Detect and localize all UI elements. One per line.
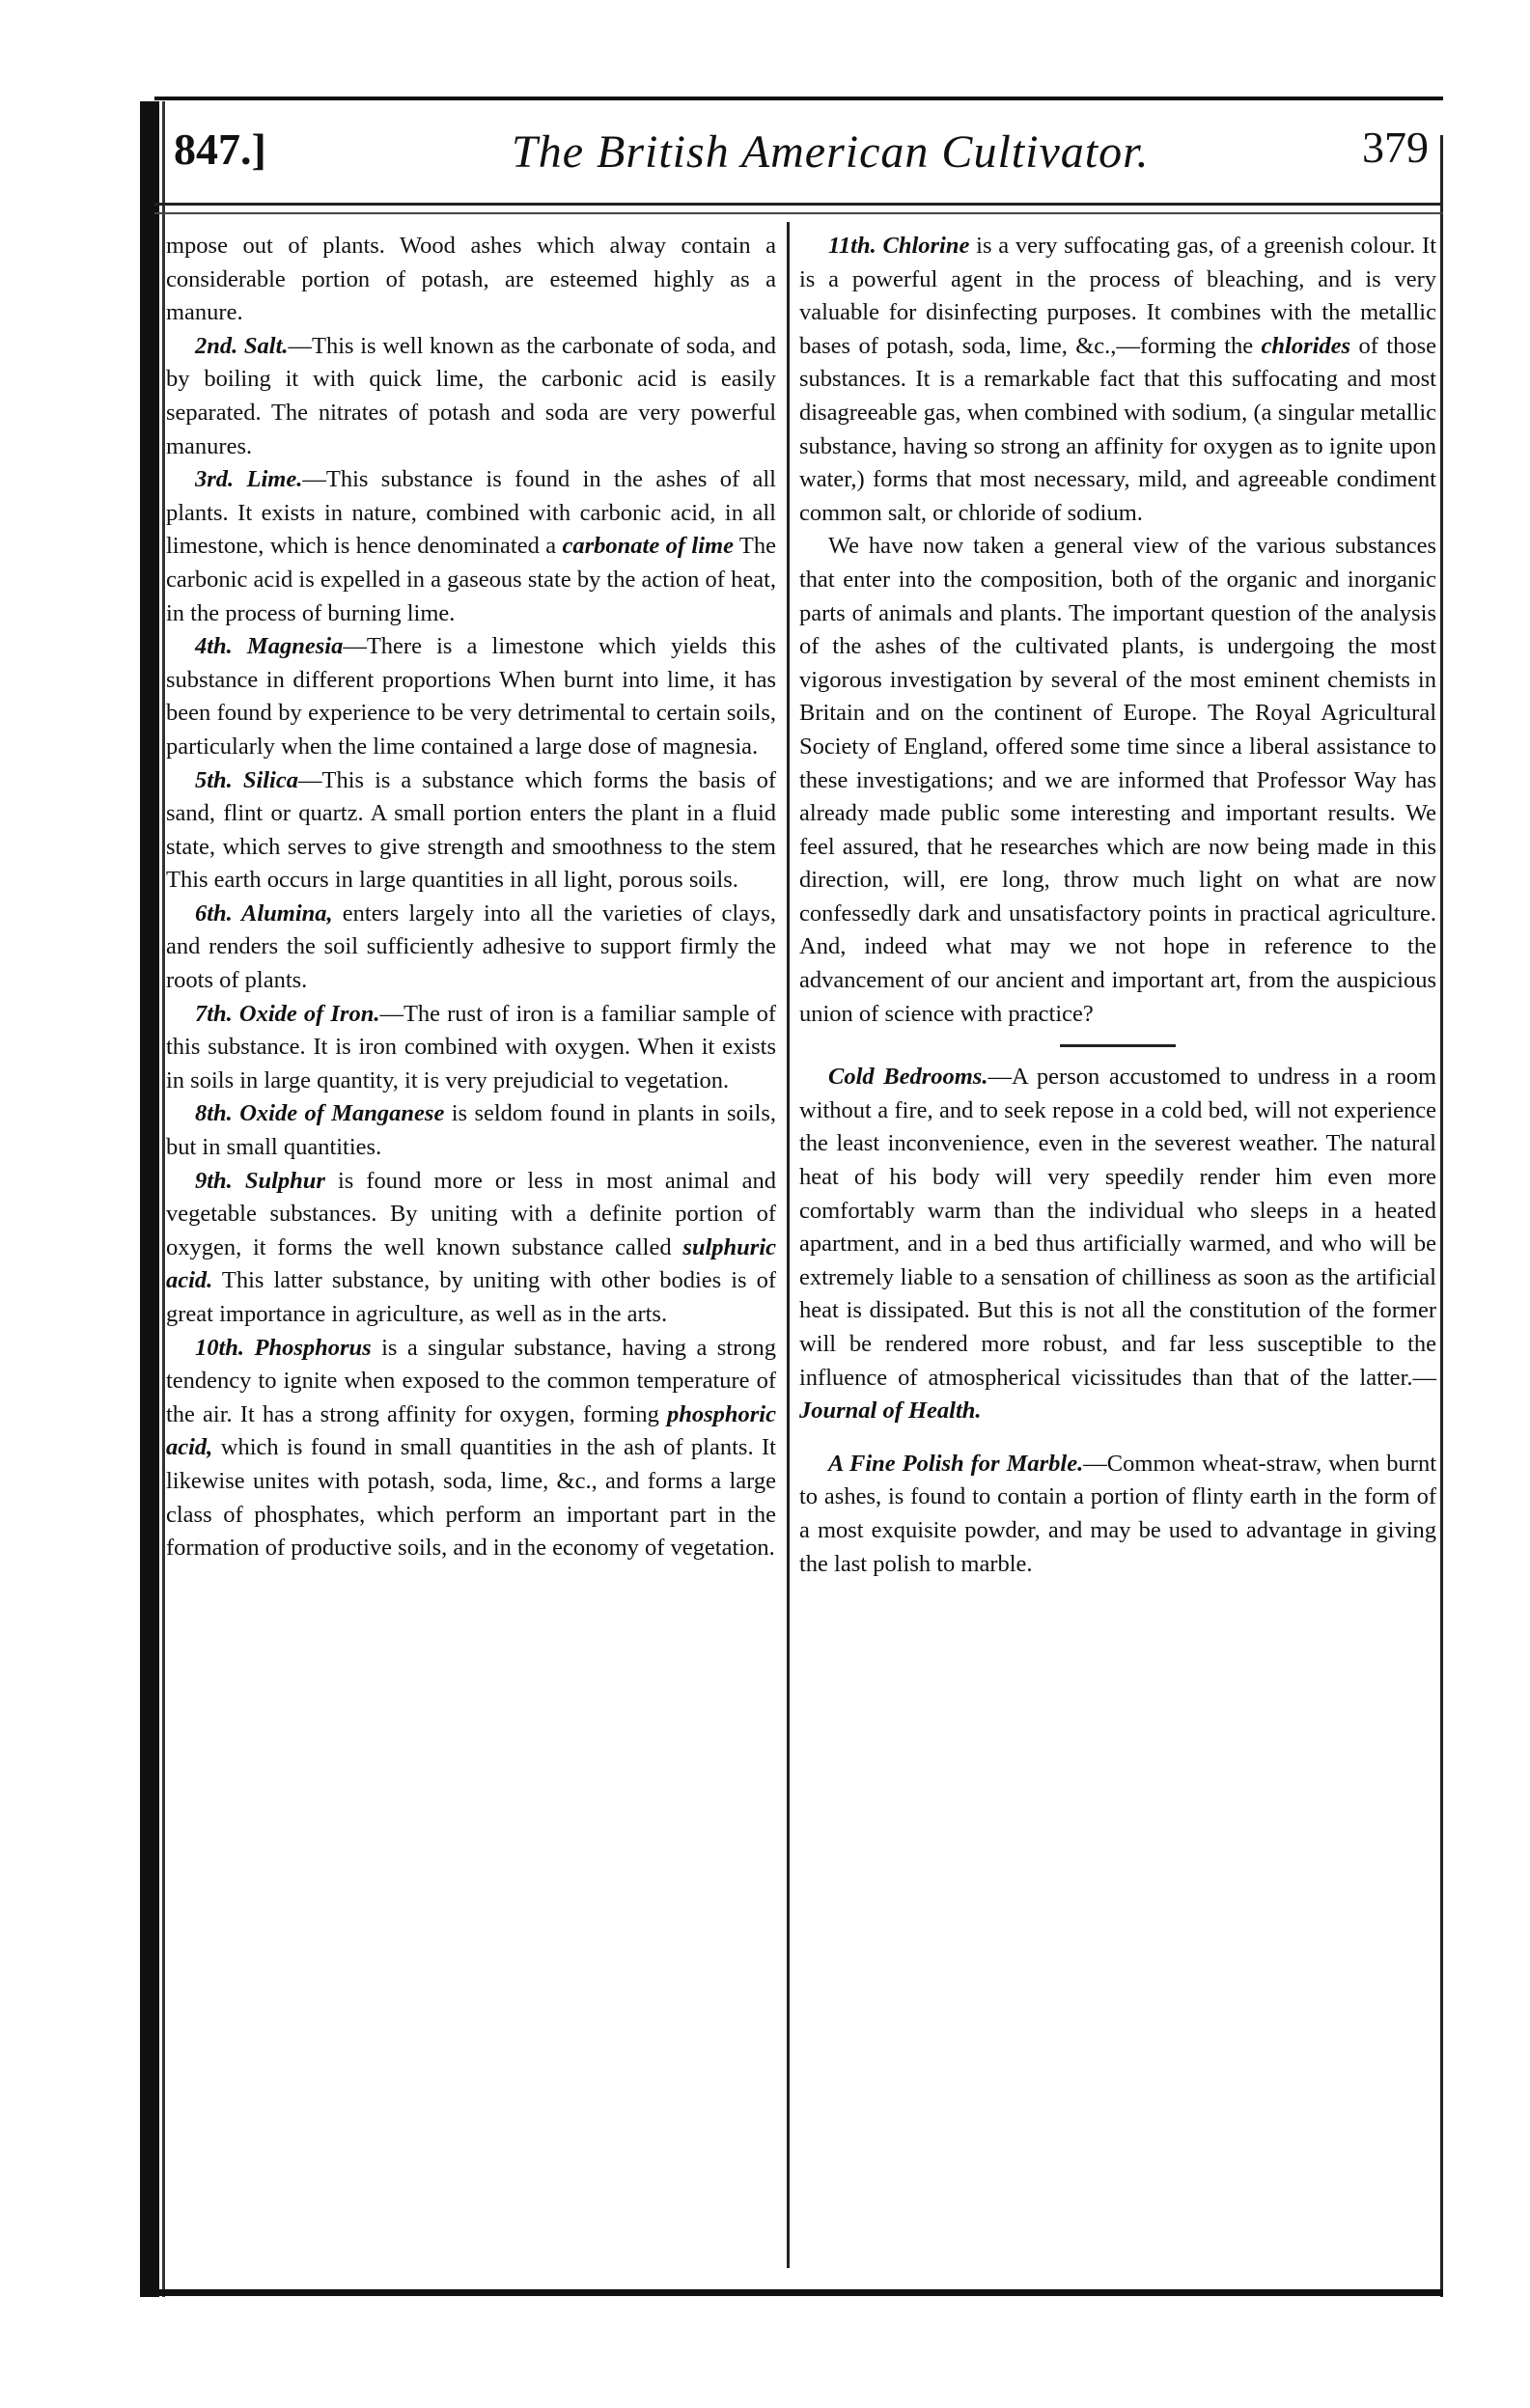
- paragraph-text: —This is a substance which forms the basis of sand, flint or quartz. A small portion enters the plant in a fluid state, which serves to give strength and smoothness to the stem This earth occurs in large quantities in all light, porous soils.: [166, 766, 776, 894]
- spacer: [799, 1428, 1436, 1448]
- paragraph-heading: 11th. Chlorine: [828, 233, 970, 259]
- paragraph-text: is a singular substance, having a strong tendency to ignite when exposed to the common temperature of the air. It has a strong affinity for oxygen, forming: [166, 1334, 776, 1427]
- paragraph: [799, 230, 1436, 530]
- right-column: [799, 230, 1436, 1581]
- paragraph: [166, 1332, 776, 1565]
- paragraph-text: mpose out of plants. Wood ashes which alway contain a considerable portion of potash, are esteemed highly as a manure.: [166, 233, 776, 326]
- paragraph-text: We have now taken a general view of the various substances that enter into the composition, both of the organic and inorganic parts of animals and plants. The important question of the analysis of the ashes of the cultivated plants, is undergoing the most vigorous investigation by several of the most eminent chemists in Britain and on the continent of Europe. The Royal Agricultural Society of England, offered some time since a liberal assistance to these investigations; and we are informed that Professor Way has already made public some interesting and important results. We feel assured, that he researches which are now being made in this direction, will, ere long, throw much light on what are now confessedly dark and unsatisfactory points in practical agriculture. And, indeed what may we not hope in reference to the advancement of our ancient and important art, from the auspicious union of science with practice?: [799, 533, 1436, 1027]
- italic-term: carbonate of lime: [562, 533, 734, 560]
- left-border-rule: [140, 101, 159, 2297]
- paragraph: [166, 230, 776, 330]
- paragraph-heading: 3rd. Lime.: [195, 466, 303, 493]
- paragraph-text: —The rust of iron is a familiar sample of this substance. It is iron combined with oxygen. When it exists in soils in large quantity, it is very prejudicial to vegetation.: [166, 1000, 776, 1093]
- paragraph-heading: 5th. Silica: [195, 766, 298, 793]
- paragraph-text: —This substance is found in the ashes of all plants. It exists in nature, combined with carbonic acid, in all limestone, which is hence denominated a: [166, 466, 776, 560]
- paragraph-heading: 7th. Oxide of Iron.: [195, 1000, 380, 1027]
- paragraph-heading: 2nd. Salt.: [195, 332, 289, 359]
- paragraph-text: —There is a limestone which yields this substance in different proportions When burnt into lime, it has been found by experience to be very detrimental to certain soils, particularly when the lime contained a large dose of magnesia.: [166, 633, 776, 760]
- paragraph-text: is a very suffocating gas, of a greenish colour. It is a powerful agent in the process of bleaching, and is very valuable for disinfecting purposes. It combines with the metallic bases of potash, soda, lime, &c.,—forming the: [799, 233, 1437, 359]
- paragraph: [166, 330, 776, 463]
- paragraph: [799, 1061, 1436, 1428]
- paragraph-heading: 8th. Oxide of Manganese: [195, 1100, 445, 1127]
- paragraph-text: is seldom found in plants in soils, but in small quantities.: [166, 1100, 776, 1161]
- paragraph-text: of those substances. It is a remarkable fact that this suffocating and most disagreeable gas, when combined with sodium, (a singular metallic substance, having so strong an affinity for oxygen as to ignite upon water,) forms that most necessary, mild, and agreeable condiment common salt, or chloride of sodium.: [799, 332, 1436, 526]
- paragraph: [166, 630, 776, 763]
- header-underline-rule: [154, 203, 1443, 206]
- paragraph-text: —Common wheat-straw, when burnt to ashes, is found to contain a portion of flinty earth in the form of a most exquisite powder, and may be used to advantage in giving the last polish to marble.: [799, 1450, 1437, 1577]
- paragraph-text: is found more or less in most animal and vegetable substances. By uniting with a definite portion of oxygen, it forms the well known substance called: [166, 1167, 776, 1260]
- italic-term: sulphuric acid.: [166, 1233, 776, 1294]
- page-header: [164, 116, 1438, 188]
- paragraph-heading: 9th. Sulphur: [195, 1167, 325, 1194]
- paragraph: [166, 764, 776, 898]
- header-underline-rule-2: [154, 212, 1443, 214]
- right-border-rule: [1440, 135, 1443, 2297]
- bottom-border-rule: [154, 2289, 1443, 2296]
- paragraph-text: enters largely into all the varieties of clays, and renders the soil sufficiently adhesive to support firmly the roots of plants.: [166, 900, 776, 994]
- paragraph-text: —This is well known as the carbonate of soda, and by boiling it with quick lime, the carbonic acid is easily separated. The nitrates of potash and soda are very powerful manures.: [166, 332, 776, 459]
- paragraph: [166, 463, 776, 630]
- paragraph: [166, 998, 776, 1098]
- paragraph-text: —A person accustomed to undress in a room without a fire, and to seek repose in a cold bed, will not experience the least inconvenience, even in the severest weather. The natural heat of his body will very speedily render him even more comfortably warm than the individual who sleeps in a heated apartment, and in a bed thus artificially warmed, and who will be extremely liable to a sensation of chilliness as soon as the artificial heat is dissipated. But this is not all the constitution of the former will be rendered more robust, and far less susceptible to the influence of atmospherical vicissitudes than that of the latter.—: [799, 1064, 1436, 1391]
- paragraph-heading: A Fine Polish for Marble.: [828, 1450, 1084, 1477]
- paragraph: [166, 898, 776, 998]
- page-number: 379: [1362, 123, 1429, 172]
- paragraph-heading: 10th. Phosphorus: [195, 1334, 372, 1361]
- paragraph-heading: 6th. Alumina,: [195, 900, 333, 927]
- paragraph: [166, 1097, 776, 1164]
- paragraph-heading: Cold Bedrooms.: [828, 1064, 988, 1091]
- publication-title: The British American Cultivator.: [512, 126, 1150, 178]
- top-border-rule: [154, 97, 1443, 100]
- paragraph: [799, 530, 1436, 1031]
- source-citation: Journal of Health.: [799, 1398, 982, 1425]
- paragraph: [166, 1165, 776, 1332]
- paragraph-text: This latter substance, by uniting with other bodies is of great importance in agriculture, as well as in the arts.: [166, 1267, 776, 1327]
- paragraph: [799, 1448, 1436, 1581]
- paragraph-heading: 4th. Magnesia: [195, 633, 344, 660]
- left-border-thin-rule: [162, 101, 165, 2297]
- left-column: [166, 230, 776, 1565]
- paragraph-text: The carbonic acid is expelled in a gaseous state by the action of heat, in the process of burning lime.: [166, 533, 776, 626]
- italic-term: chlorides: [1261, 332, 1351, 359]
- section-separator: [1060, 1044, 1176, 1047]
- paragraph-text: which is found in small quantities in the ash of plants. It likewise unites with potash, soda, lime, &c., and forms a large class of phosphates, which perform an important part in the formation of productive soils, and in the economy of vegetation.: [166, 1434, 776, 1562]
- italic-term: phosphoric acid,: [166, 1400, 776, 1461]
- column-divider: [787, 222, 790, 2268]
- header-year: 847.]: [174, 125, 266, 174]
